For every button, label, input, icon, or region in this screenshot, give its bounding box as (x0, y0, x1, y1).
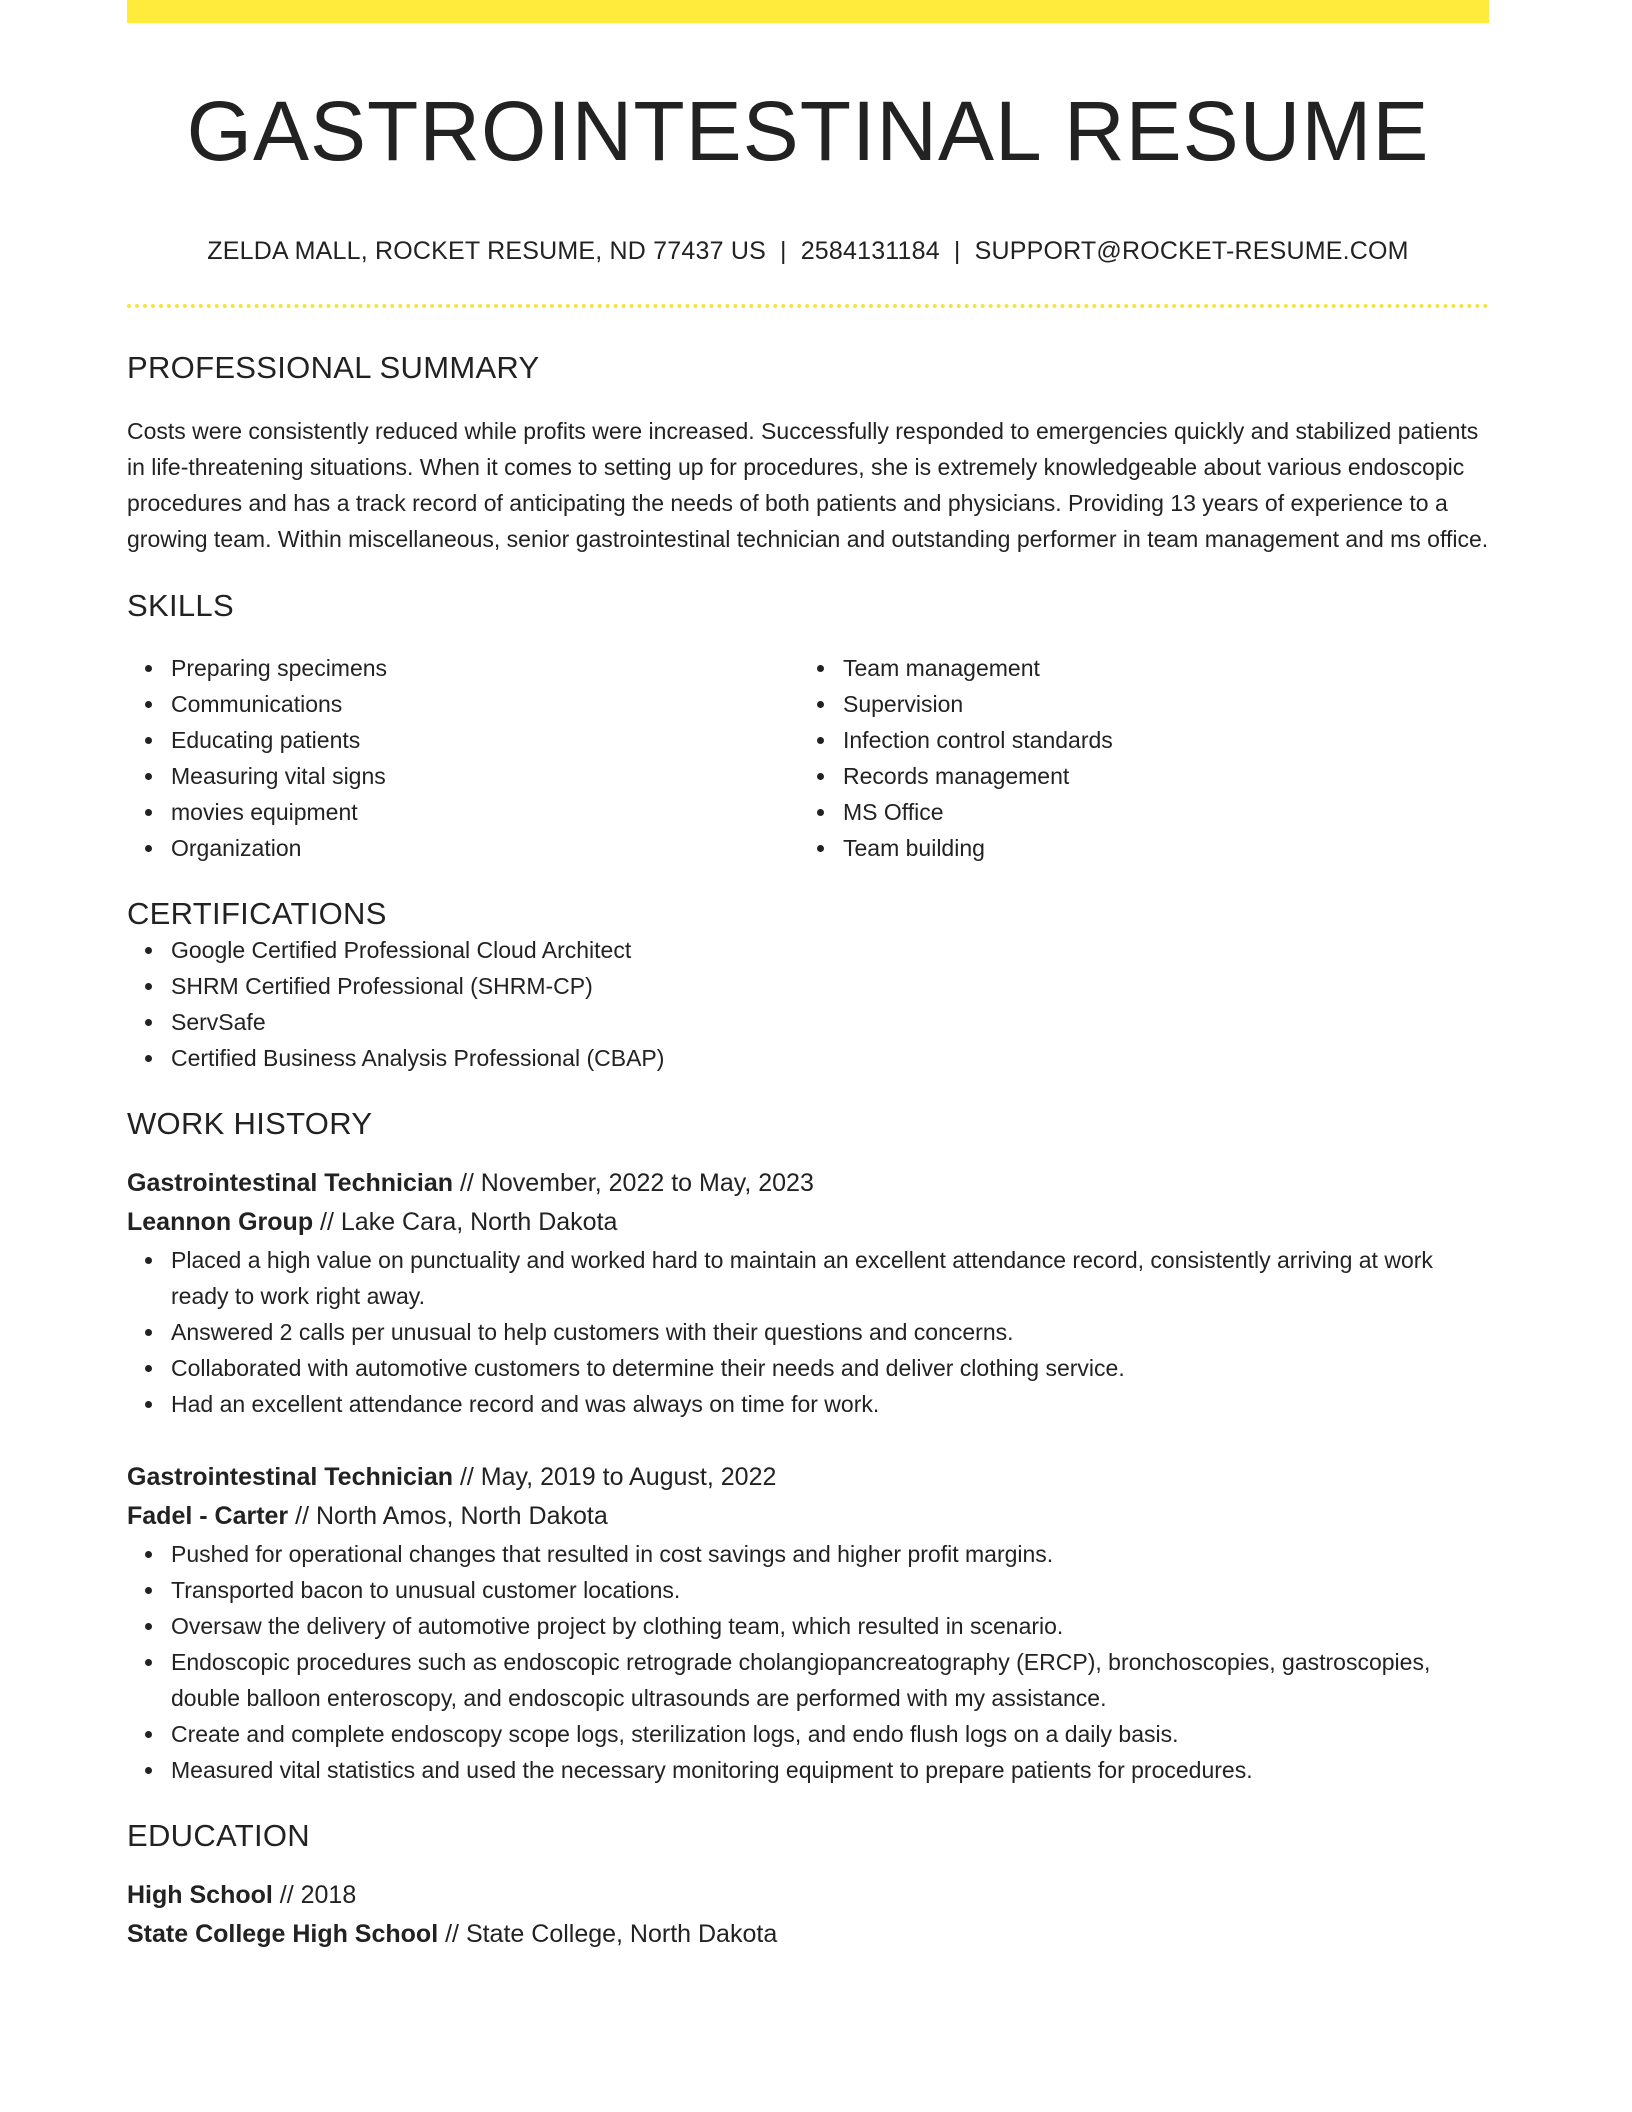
certifications-heading: CERTIFICATIONS (127, 896, 387, 932)
skill-item: Preparing specimens (171, 650, 799, 686)
certification-item: ServSafe (171, 1004, 1489, 1040)
job-dates: // May, 2019 to August, 2022 (453, 1463, 777, 1492)
skill-item: Supervision (843, 686, 1471, 722)
job-bullet: Collaborated with automotive customers to determine their needs and deliver clothing service. (171, 1350, 1489, 1386)
certifications-list (127, 932, 1489, 1076)
job-title-line (127, 1164, 1489, 1203)
job-company-line (127, 1497, 1489, 1536)
skill-item: Infection control standards (843, 722, 1471, 758)
separator: | (953, 237, 961, 266)
dotted-divider (127, 304, 1489, 308)
resume-page (127, 0, 1489, 1954)
skill-item: Team management (843, 650, 1471, 686)
email: SUPPORT@ROCKET-RESUME.COM (974, 237, 1409, 266)
education-location: // State College, North Dakota (438, 1920, 778, 1949)
job-bullet: Endoscopic procedures such as endoscopic retrograde cholangiopancreatography (ERCP), bronchoscopies, gastroscopies, double balloon enteroscopy, and endoscopic ultrasounds are performed with my assistance. (171, 1644, 1489, 1716)
skills-right-column (799, 650, 1471, 866)
job-title: Gastrointestinal Technician (127, 1169, 454, 1198)
certification-item: Certified Business Analysis Professional (CBAP) (171, 1040, 1489, 1076)
address: ZELDA MALL, ROCKET RESUME, ND 77437 US (207, 237, 766, 266)
job-title-line (127, 1458, 1489, 1497)
job-location: // North Amos, North Dakota (288, 1502, 608, 1531)
resume-title: GASTROINTESTINAL RESUME (186, 84, 1430, 178)
job-bullet: Pushed for operational changes that resulted in cost savings and higher profit margins. (171, 1536, 1489, 1572)
job-entry (127, 1164, 1489, 1422)
job-bullet: Answered 2 calls per unusual to help customers with their questions and concerns. (171, 1314, 1489, 1350)
skill-item: Organization (171, 830, 799, 866)
summary-text: Costs were consistently reduced while profits were increased. Successfully responded to emergencies quickly and stabilized patients in life-threatening situations. When it comes to setting up for procedures, she is extremely knowledgeable about various endoscopic procedures and has a track record of anticipating the needs of both patients and physicians. Providing 13 years of experience to a growing team. Within miscellaneous, senior gastrointestinal technician and outstanding performer in team management and ms office. (127, 418, 1489, 553)
education-year: // 2018 (272, 1881, 357, 1910)
job-title: Gastrointestinal Technician (127, 1463, 454, 1492)
contact-line (127, 237, 1489, 266)
skills-heading: SKILLS (127, 588, 234, 624)
skills-left-column (127, 650, 799, 866)
certification-item: Google Certified Professional Cloud Architect (171, 932, 1489, 968)
work-history-heading: WORK HISTORY (127, 1106, 373, 1142)
job-entry (127, 1458, 1489, 1788)
phone: 2584131184 (800, 237, 940, 266)
job-location: // Lake Cara, North Dakota (313, 1208, 618, 1237)
skill-item: Educating patients (171, 722, 799, 758)
separator: | (779, 237, 787, 266)
job-bullet: Create and complete endoscopy scope logs, sterilization logs, and endo flush logs on a daily basis. (171, 1716, 1489, 1752)
skill-item: Communications (171, 686, 799, 722)
job-bullets (127, 1242, 1489, 1422)
education-school: State College High School (127, 1920, 439, 1949)
skills-grid (127, 650, 1489, 866)
job-company: Leannon Group (127, 1208, 314, 1237)
certification-item: SHRM Certified Professional (SHRM-CP) (171, 968, 1489, 1004)
skill-item: Team building (843, 830, 1471, 866)
education-degree-line (127, 1876, 1489, 1915)
skill-item: Records management (843, 758, 1471, 794)
job-bullet: Had an excellent attendance record and was always on time for work. (171, 1386, 1489, 1422)
summary-heading: PROFESSIONAL SUMMARY (127, 350, 540, 386)
job-bullet: Placed a high value on punctuality and worked hard to maintain an excellent attendance record, consistently arriving at work ready to work right away. (171, 1242, 1489, 1314)
job-company-line (127, 1203, 1489, 1242)
skill-item: Measuring vital signs (171, 758, 799, 794)
education-degree: High School (127, 1881, 273, 1910)
education-school-line (127, 1915, 1489, 1954)
education-entry (127, 1876, 1489, 1954)
accent-bar (127, 0, 1489, 23)
job-bullet: Oversaw the delivery of automotive project by clothing team, which resulted in scenario. (171, 1608, 1489, 1644)
job-company: Fadel - Carter (127, 1502, 289, 1531)
job-bullet: Measured vital statistics and used the necessary monitoring equipment to prepare patients for procedures. (171, 1752, 1489, 1788)
job-bullet: Transported bacon to unusual customer locations. (171, 1572, 1489, 1608)
skill-item: movies equipment (171, 794, 799, 830)
job-dates: // November, 2022 to May, 2023 (453, 1169, 814, 1198)
skill-item: MS Office (843, 794, 1471, 830)
education-heading: EDUCATION (127, 1818, 310, 1854)
job-bullets (127, 1536, 1489, 1788)
